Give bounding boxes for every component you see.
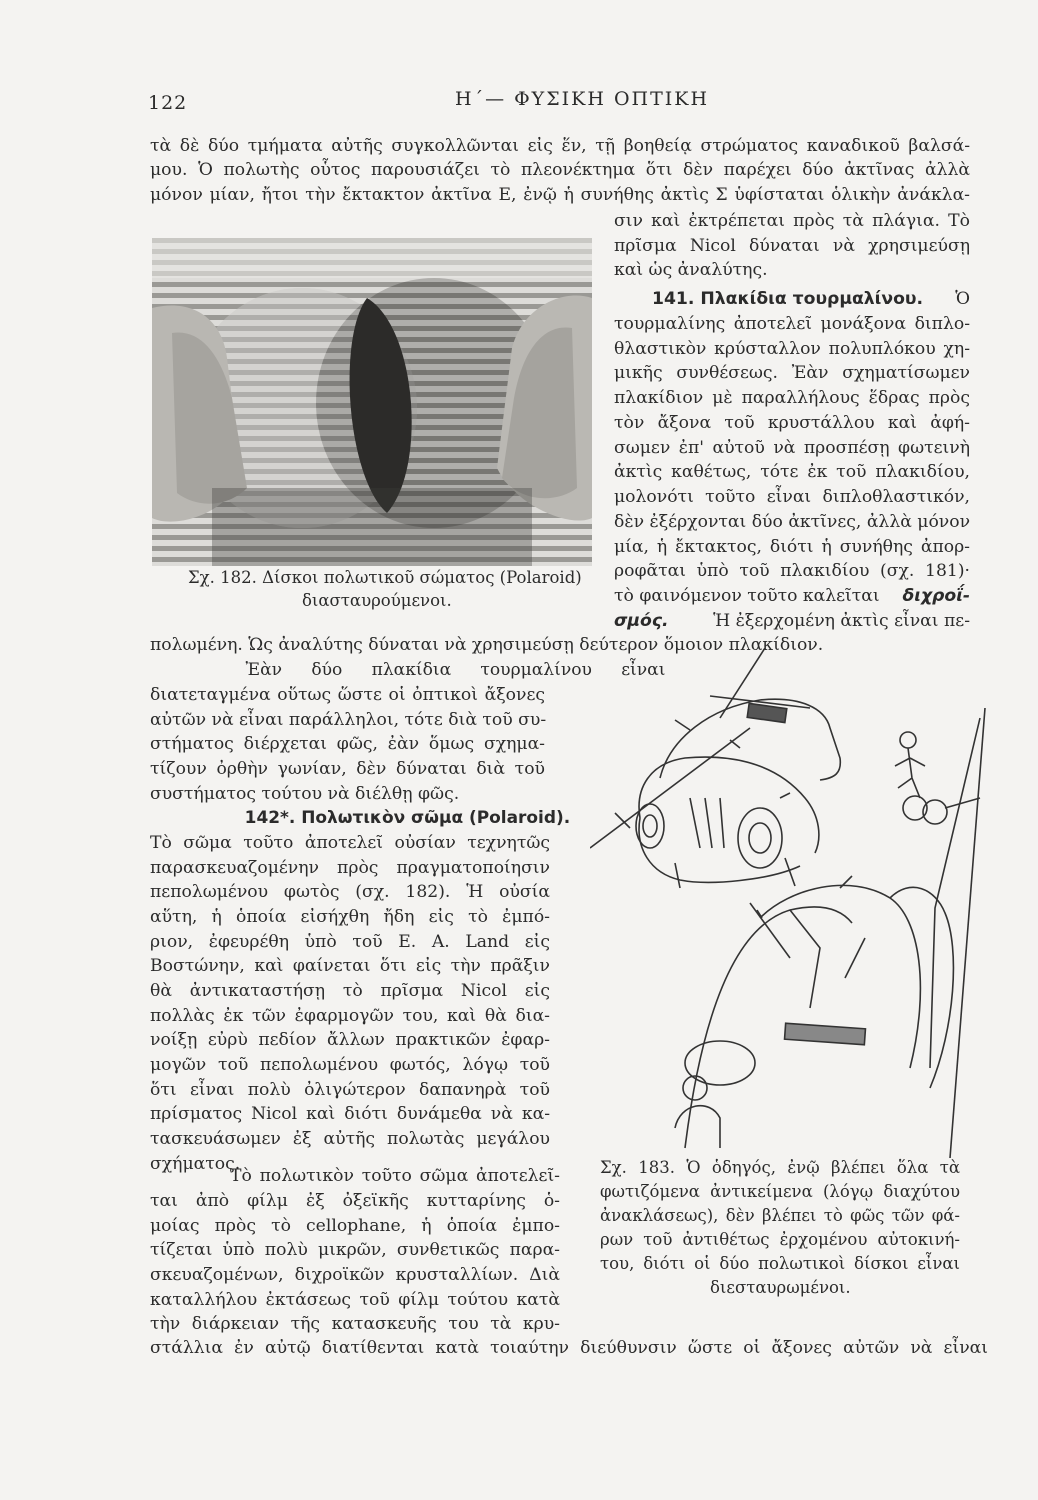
figure-183-caption-line: Σχ. 183. Ὁ ὁδηγός, ἐνῷ βλέπει ὅλα τὰ xyxy=(600,1158,960,1177)
body-line: μοίας πρὸς τὸ cellophane, ἡ ὁποία ἐμπο- xyxy=(150,1216,560,1236)
body-line: πρῖσμα Nicol δύναται νὰ χρησιμεύσῃ xyxy=(614,236,970,256)
body-line: πεπολωμένου φωτὸς (σχ. 182). Ἡ οὐσία xyxy=(150,882,550,902)
body-line: Τὸ σῶμα τοῦτο ἀποτελεῖ οὐσίαν τεχνητῶς xyxy=(150,833,550,853)
body-line: πολωμένη. Ὡς ἀναλύτης δύναται νὰ χρησιμεύσῃ δεύτερον ὅμοιον πλακίδιον. xyxy=(150,635,824,655)
body-line: σκευαζομένων, διχροϊκῶν κρυσταλλίων. Διὰ xyxy=(150,1265,560,1285)
polaroid-discs-image xyxy=(152,238,592,566)
body-line: καὶ ὡς ἀναλύτης. xyxy=(614,260,768,280)
body-line: ται ἀπὸ φίλμ ἐξ ὀξεϊκῆς κυτταρίνης ὁ- xyxy=(150,1191,560,1211)
body-line: αὕτη, ἡ ὁποία εἰσήχθη ἤδη εἰς τὸ ἐμπό- xyxy=(150,907,550,927)
steering-wheel xyxy=(685,1041,755,1085)
body-line: σχήματος. xyxy=(150,1154,241,1174)
running-title: Η΄— ΦΥΣΙΚΗ ΟΠΤΙΚΗ xyxy=(455,88,710,110)
body-line: αὐτῶν νὰ εἶναι παράλληλοι, τότε διὰ τοῦ συ- xyxy=(150,710,547,730)
body-line: μικῆς συνθέσεως. Ἐὰν σχηματίσωμεν xyxy=(614,363,970,383)
body-line: καταλλήλου ἐκτάσεως τοῦ φίλμ τούτου κατὰ xyxy=(150,1290,560,1310)
body-line: τασκευάσωμεν ἐξ αὐτῆς πολωτὰς μεγάλου xyxy=(150,1129,550,1149)
body-text: Ὁ xyxy=(955,289,970,309)
body-line: συστήματος τούτου νὰ διέλθῃ φῶς. xyxy=(150,784,460,804)
body-line: τὰ δὲ δύο τμήματα αὐτῆς συγκολλῶνται εἰς ἕν, τῇ βοηθείᾳ στρώματος καναδικοῦ βαλσά- xyxy=(150,136,970,156)
figure-183-caption-line: του, διότι οἱ δύο πολωτικοὶ δίσκοι εἶναι xyxy=(600,1254,960,1273)
body-line: Βοστώνην, καὶ φαίνεται ὅτι εἰς τὴν πρᾶξιν xyxy=(150,956,550,976)
body-line: στήματος διέρχεται φῶς, ἐὰν ὅμως σχημα- xyxy=(150,734,545,754)
figure-183-caption-line: διεσταυρωμένοι. xyxy=(710,1278,851,1297)
body-line: θὰ ἀντικαταστήσῃ τὸ πρῖσμα Nicol εἰς xyxy=(150,981,550,1001)
body-line: νοίξῃ εὐρὺ πεδίον ἄλλων πρακτικῶν ἐφαρ- xyxy=(150,1030,550,1050)
body-line: ριον, ἐφευρέθη ὑπὸ τοῦ E. A. Land εἰς xyxy=(150,932,550,952)
page-number: 122 xyxy=(148,92,188,114)
figure-183-caption-line: φωτιζόμενα ἀντικείμενα (λόγῳ διαχύτου xyxy=(600,1182,960,1201)
body-line: θλαστικὸν κρύσταλλον πολυπλόκου χη- xyxy=(614,339,970,359)
body-line: σωμεν ἐπ' αὐτοῦ νὰ προσπέσῃ φωτεινὴ xyxy=(614,438,970,458)
body-line: μολονότι τοῦτο εἶναι διπλοθλαστικόν, xyxy=(614,487,970,507)
body-line: σιν καὶ ἐκτρέπεται πρὸς τὰ πλάγια. Τὸ xyxy=(614,211,970,231)
body-text: Ἡ ἐξερχομένη ἀκτὶς εἶναι πε- xyxy=(713,611,970,631)
body-line xyxy=(614,609,970,633)
figure-182-caption: Σχ. 182. Δίσκοι πολωτικοῦ σώματος (Polaroid) xyxy=(188,568,582,587)
body-line: τίζεται ὑπὸ πολὺ μικρῶν, συνθετικῶς παρα- xyxy=(150,1240,560,1260)
body-line: στάλλια ἐν αὐτῷ διατίθενται κατὰ τοιαύτην διεύθυνσιν ὥστε οἱ ἄξονες αὐτῶν νὰ εἶναι xyxy=(150,1338,988,1358)
figure-183-caption-line: ρων τοῦ ἀντιθέτως ἐρχομένου αὐτοκινή- xyxy=(600,1230,960,1249)
car-headlight-illustration xyxy=(590,648,990,1158)
body-line: ροφᾶται ὑπὸ τοῦ πλακιδίου (σχ. 181)· xyxy=(614,561,970,581)
body-text: τὸ φαινόμενον τοῦτο καλεῖται xyxy=(614,586,880,606)
section-142-heading: 142*. Πολωτικὸν σῶμα (Polaroid). xyxy=(244,808,571,828)
body-line: διατεταγμένα οὕτως ὥστε οἱ ὀπτικοὶ ἄξονες xyxy=(150,685,545,705)
body-line: μία, ἡ ἔκτακτος, διότι ἡ συνήθης ἀπορ- xyxy=(614,537,970,557)
term-dichroism: διχροΐ- xyxy=(902,586,970,606)
body-line xyxy=(614,584,970,608)
figure-183-caption-line: ἀνακλάσεως), δὲν βλέπει τὸ φῶς τῶν φά- xyxy=(600,1206,960,1225)
body-line: παρασκευαζομένην πρὸς πραγματοποίησιν xyxy=(150,858,550,878)
cyclist-head xyxy=(900,732,916,748)
figure-182-caption-2: διασταυρούμενοι. xyxy=(302,591,452,610)
body-line: τὴν διάρκειαν τῆς κατασκευῆς του τὰ κρυ- xyxy=(150,1314,560,1334)
figure-182-photo xyxy=(152,238,592,566)
body-line: πολλὰς ἐκ τῶν ἐφαρμογῶν του, καὶ θὰ δια- xyxy=(150,1006,550,1026)
body-line: Ἐὰν δύο πλακίδια τουρμαλίνου εἶναι xyxy=(245,660,666,680)
body-line: τὸν ἄξονα τοῦ κρυστάλλου καὶ ἀφή- xyxy=(614,413,970,433)
figure-183-drawing xyxy=(590,648,990,1158)
light-ray xyxy=(590,728,750,848)
section-141-heading-line xyxy=(614,287,970,311)
body-line: τουρμαλίνης ἀποτελεῖ μονάξονα διπλο- xyxy=(614,314,970,334)
windshield-polarizer xyxy=(747,703,787,722)
body-line: τίζουν ὀρθὴν γωνίαν, δὲν δύναται διὰ τοῦ xyxy=(150,759,545,779)
term-dichroism-end: σμός. xyxy=(614,611,669,631)
body-line: πρίσματος Nicol καὶ διότι δυνάμεθα νὰ κα- xyxy=(150,1104,550,1124)
body-line: ὅτι εἶναι πολὺ ὀλιγώτερον δαπανηρὰ τοῦ xyxy=(150,1080,550,1100)
body-line: Τὸ πολωτικὸν τοῦτο σῶμα ἀποτελεῖ- xyxy=(230,1166,560,1186)
section-heading: 141. Πλακίδια τουρμαλίνου. xyxy=(652,289,924,309)
body-line: μόνον μίαν, ἤτοι τὴν ἔκτακτον ἀκτῖνα Ε, ἐνῷ ἡ συνήθης ἀκτὶς Σ ὑφίσταται ὁλικὴν ἀνάκλα- xyxy=(150,185,970,205)
body-line: ἀκτὶς καθέτως, τότε ἐκ τοῦ πλακιδίου, xyxy=(614,462,970,482)
body-line: μογῶν τοῦ πεπολωμένου φωτός, λόγῳ τοῦ xyxy=(150,1055,550,1075)
driver-windshield-polarizer xyxy=(785,1023,866,1045)
body-line: πλακίδιον μὲ παραλλήλους ἕδρας πρὸς xyxy=(614,388,970,408)
body-line: δὲν ἐξέρχονται δύο ἀκτῖνες, ἀλλὰ μόνον xyxy=(614,512,971,532)
body-line: μου. Ὁ πολωτὴς οὗτος παρουσιάζει τὸ πλεονέκτημα ὅτι δὲν παρέχει δύο ἀκτῖνας ἀλλὰ xyxy=(150,160,970,180)
